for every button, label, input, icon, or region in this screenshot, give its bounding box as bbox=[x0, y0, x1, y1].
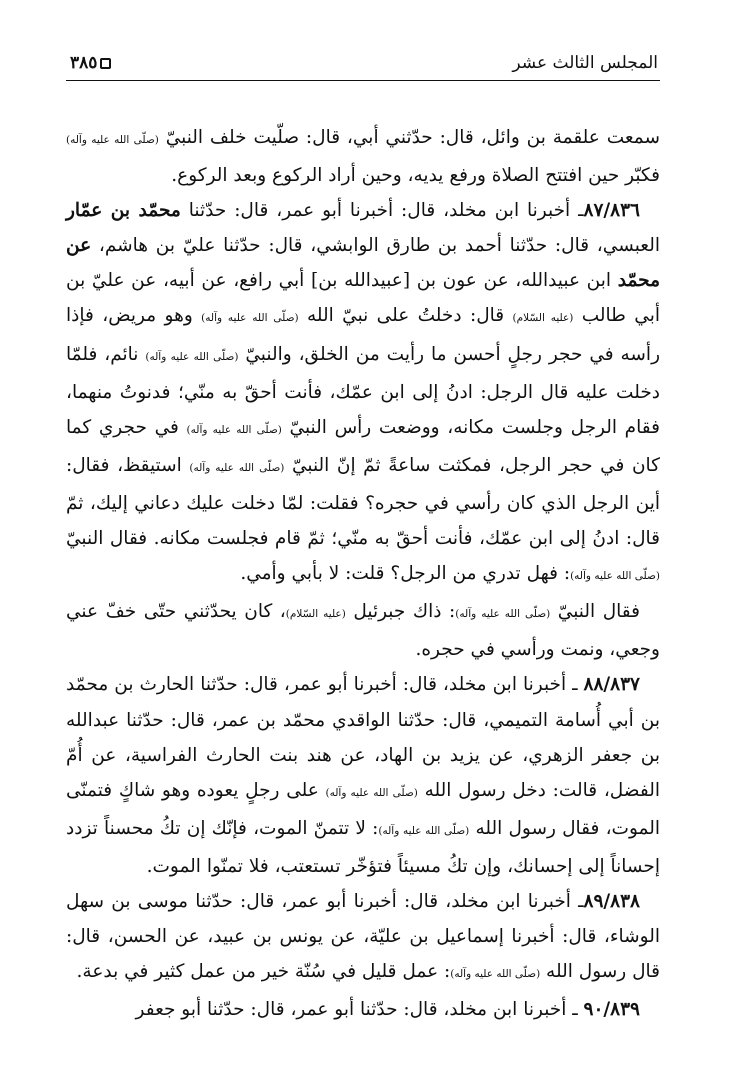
text-run: قال: دخلتُ على نبيّ الله bbox=[298, 305, 513, 327]
header-rule bbox=[66, 80, 660, 81]
narrator-name: عن محمّد bbox=[66, 235, 660, 292]
honorific: (صلّى الله عليه وآله) bbox=[145, 350, 239, 363]
hadith-836 bbox=[66, 193, 660, 594]
page-number: ٣٨٥ bbox=[70, 53, 98, 73]
narrator-name: محمّد بن عمّار bbox=[66, 200, 181, 222]
honorific: (عليه السّلام) bbox=[512, 312, 574, 325]
honorific: (صلّى الله عليه وآله) bbox=[570, 570, 660, 583]
page-header bbox=[70, 48, 658, 78]
text-run: العبسي، قال: حدّثنا أحمد بن طارق الوابشي، قال: حدّثنا عليّ بن هاشم، bbox=[91, 235, 660, 257]
text-run: ، كان يحدّثني حتّى خفّ عني وجعي، ونمت ورأسي في حجره. bbox=[66, 601, 660, 661]
hadith-838 bbox=[66, 884, 660, 992]
text-run: ـ أخبرنا ابن مخلد، قال: حدّثنا أبو عمر، قال: حدّثنا أبو جعفر bbox=[135, 999, 584, 1021]
text-run: : عمل قليل في سُنّة خير من عمل كثير في بدعة. bbox=[76, 961, 451, 983]
running-title: المجلس الثالث عشر bbox=[512, 53, 658, 73]
paragraph bbox=[66, 594, 660, 667]
text-run: فقال النبيّ bbox=[550, 601, 640, 623]
honorific: (صلّى الله عليه وآله) bbox=[450, 968, 541, 981]
text-run: سمعت علقمة بن وائل، قال: حدّثني أبي، قال: صلّيت خلف النبيّ bbox=[158, 127, 660, 148]
text-run: وهو مريض، فإذا رأسه في حجر رجلٍ أحسن ما رأيت من الخلق، والنبيّ bbox=[66, 305, 661, 365]
text-run: ـ أخبرنا ابن مخلد، قال: أخبرنا أبو عمر، قال: حدّثنا bbox=[180, 200, 584, 222]
square-bullet-icon bbox=[100, 58, 111, 69]
hadith-839 bbox=[66, 992, 660, 1027]
honorific: (صلّى الله عليه وآله) bbox=[325, 786, 418, 799]
page-number-wrap bbox=[70, 53, 111, 73]
text-run: : فهل تدري من الرجل؟ قلت: لا بأبي وأمي. bbox=[240, 563, 571, 585]
hadith-number: ٨٩/٨٣٨ bbox=[583, 890, 640, 912]
text-run: ـ أخبرنا ابن مخلد، قال: أخبرنا أبو عمر، قال: حدّثنا موسى بن سهل الوشاء، قال: أخبرنا إسماعيل بن عليّة، عن يونس بن عبيد، عن الحسن، قال: قال رسول الله bbox=[66, 890, 660, 983]
text-run: نائم، فلمّا دخلت عليه قال الرجل: ادنُ إلى ابن عمّك، فأنت أحقّ به منّي؛ فدنوتُ منهما، فقام الرجل وجلست مكانه، ووضعت رأس النبيّ bbox=[66, 343, 660, 438]
page-body bbox=[66, 120, 660, 1027]
text-run: في حجري كما كان في حجر الرجل، فمكثت ساعةً ثمّ إنّ النبيّ bbox=[66, 416, 660, 476]
hadith-number: ٨٧/٨٣٦ bbox=[583, 200, 640, 222]
honorific: (صلّى الله عليه وآله) bbox=[189, 461, 285, 474]
paragraph-continuation bbox=[66, 120, 660, 193]
honorific: (صلّى الله عليه وآله) bbox=[186, 423, 282, 436]
hadith-number: ٩٠/٨٣٩ bbox=[583, 999, 640, 1021]
text-run: على رجلٍ يعوده وهو شاكٍ فتمنّى الموت، فقال رسول الله bbox=[66, 779, 660, 839]
text-run: ـ أخبرنا ابن مخلد، قال: أخبرنا أبو عمر، قال: حدّثنا الحارث بن محمّد بن أبي أُسامة التميمي، قال: حدّثنا الواقدي محمّد بن عمر، قال: حدّثنا عبدالله بن جعفر الزهري، عن يزيد بن الهاد، عن هند بنت الحارث الفراسية، عن أُمّ الفضل، قالت: دخل رسول الله bbox=[66, 674, 660, 801]
text-run: : لا تتمنّ الموت، فإنّك إن تكُ محسناً تزدد إحساناً إلى إحسانك، وإن تكُ مسيئاً فتؤخّر تستعتب، فلا تمنّوا الموت. bbox=[66, 817, 660, 877]
hadith-837 bbox=[66, 667, 660, 884]
honorific: (عليه السّلام) bbox=[285, 608, 346, 621]
honorific: (صلّى الله عليه وآله) bbox=[378, 824, 470, 837]
text-run: ابن عبيدالله، عن عون بن [عبيدالله بن] أبي رافع، عن أبيه، عن عليّ بن أبي طالب bbox=[66, 270, 660, 327]
honorific: (صلّى الله عليه وآله) bbox=[66, 134, 159, 146]
hadith-number: ٨٨/٨٣٧ bbox=[583, 674, 640, 696]
text-run: فكبّر حين افتتح الصلاة ورفع يديه، وحين أراد الركوع وبعد الركوع. bbox=[171, 165, 660, 187]
honorific: (صلّى الله عليه وآله) bbox=[455, 608, 551, 621]
text-run: استيقظ، فقال: أين الرجل الذي كان رأسي في حجره؟ فقلت: لمّا دخلت عليك دعاني إليك، ثمّ قال: ادنُ إلى ابن عمّك، فأنت أحقّ به منّي؛ ثمّ قام فجلست مكانه. فقال النبيّ bbox=[66, 454, 660, 550]
text-run: : ذاك جبرئيل bbox=[345, 601, 456, 623]
honorific: (صلّى الله عليه وآله) bbox=[201, 312, 299, 325]
